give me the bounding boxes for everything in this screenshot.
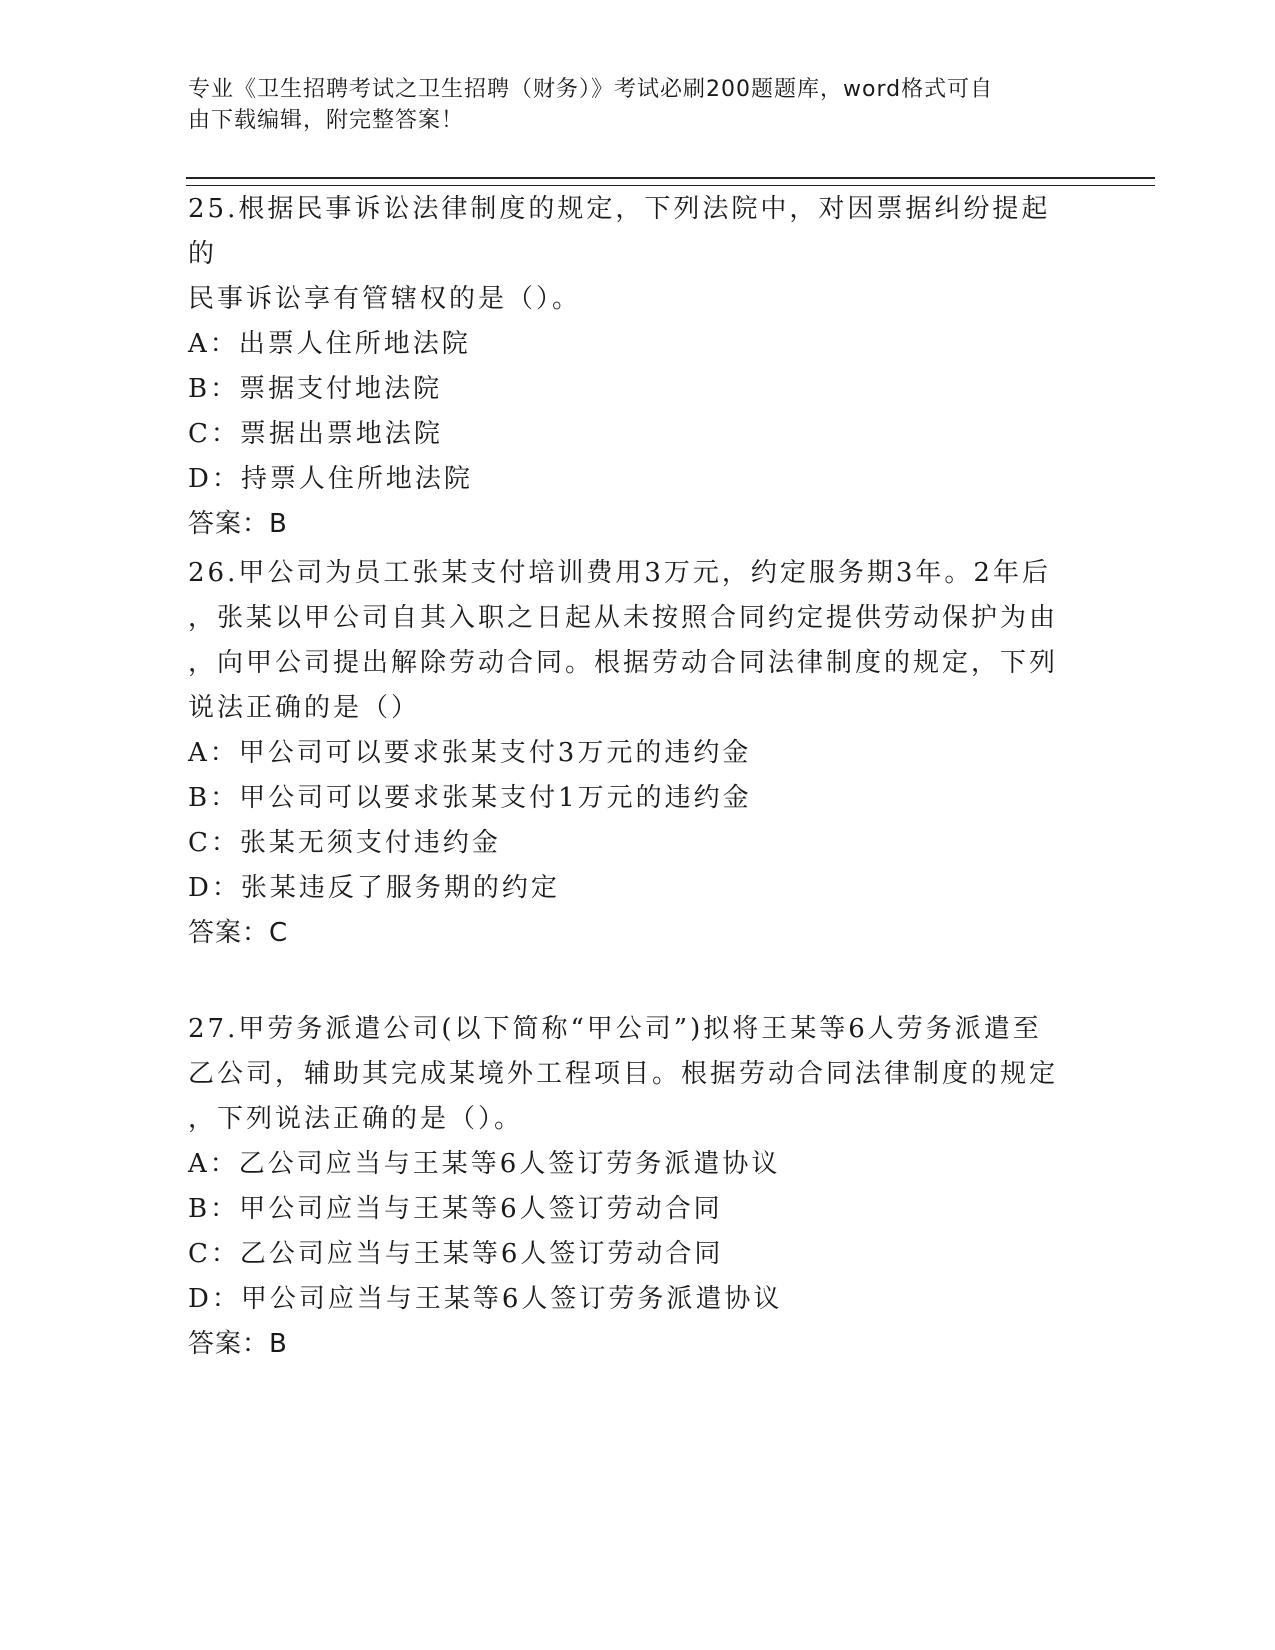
question-stem: [188, 551, 1078, 731]
stem-line: 民事诉讼享有管辖权的是（）。: [188, 284, 582, 314]
answer-label: 答案：B: [188, 509, 288, 539]
stem-line: ，张某以甲公司自其入职之日起从未按照合同约定提供劳动保护为由: [188, 603, 1059, 633]
stem-line: 乙公司，辅助其完成某境外工程项目。根据劳动合同法律制度的规定: [188, 1059, 1059, 1089]
stem-line: ，下列说法正确的是（）。: [188, 1104, 524, 1134]
stem-line: ，向甲公司提出解除劳动合同。根据劳动合同法律制度的规定，下列: [188, 648, 1059, 678]
header-divider: [186, 177, 1155, 186]
stem-line: 26.甲公司为员工张某支付培训费用3万元，约定服务期3年。2年后: [188, 558, 1051, 588]
header-line-2: 由下载编辑，附完整答案！: [188, 108, 465, 133]
option-d: D：张某违反了服务期的约定: [188, 873, 560, 903]
question-stem: [188, 1007, 1078, 1142]
option-b: B：票据支付地法院: [188, 374, 443, 404]
question-stem: [188, 187, 1078, 322]
option-a: A：乙公司应当与王某等6人签订劳务派遣协议: [188, 1149, 781, 1179]
option-c: C：张某无须支付违约金: [188, 828, 501, 858]
stem-line: 25.根据民事诉讼法律制度的规定，下列法院中，对因票据纠纷提起的: [188, 194, 1051, 269]
option-b: B：甲公司可以要求张某支付1万元的违约金: [188, 783, 752, 813]
answer-label: 答案：B: [188, 1329, 288, 1359]
document-header: [188, 74, 1068, 136]
header-line-1: 专业《卫生招聘考试之卫生招聘（财务）》考试必刷200题题库，word格式可自: [188, 77, 994, 102]
stem-line: 说法正确的是（）: [188, 693, 421, 723]
option-d: D：持票人住所地法院: [188, 464, 473, 494]
option-c: C：乙公司应当与王某等6人签订劳动合同: [188, 1239, 724, 1269]
question-26: [188, 551, 1078, 956]
option-b: B：甲公司应当与王某等6人签订劳动合同: [188, 1194, 723, 1224]
stem-line: 27.甲劳务派遣公司(以下简称“甲公司”)拟将王某等6人劳务派遣至: [188, 1014, 1042, 1044]
option-c: C：票据出票地法院: [188, 419, 443, 449]
answer-label: 答案：C: [188, 918, 289, 948]
question-27: [188, 1007, 1078, 1367]
option-a: A：出票人住所地法院: [188, 329, 471, 359]
option-d: D：甲公司应当与王某等6人签订劳务派遣协议: [188, 1284, 783, 1314]
question-25: [188, 187, 1078, 547]
option-a: A：甲公司可以要求张某支付3万元的违约金: [188, 738, 752, 768]
